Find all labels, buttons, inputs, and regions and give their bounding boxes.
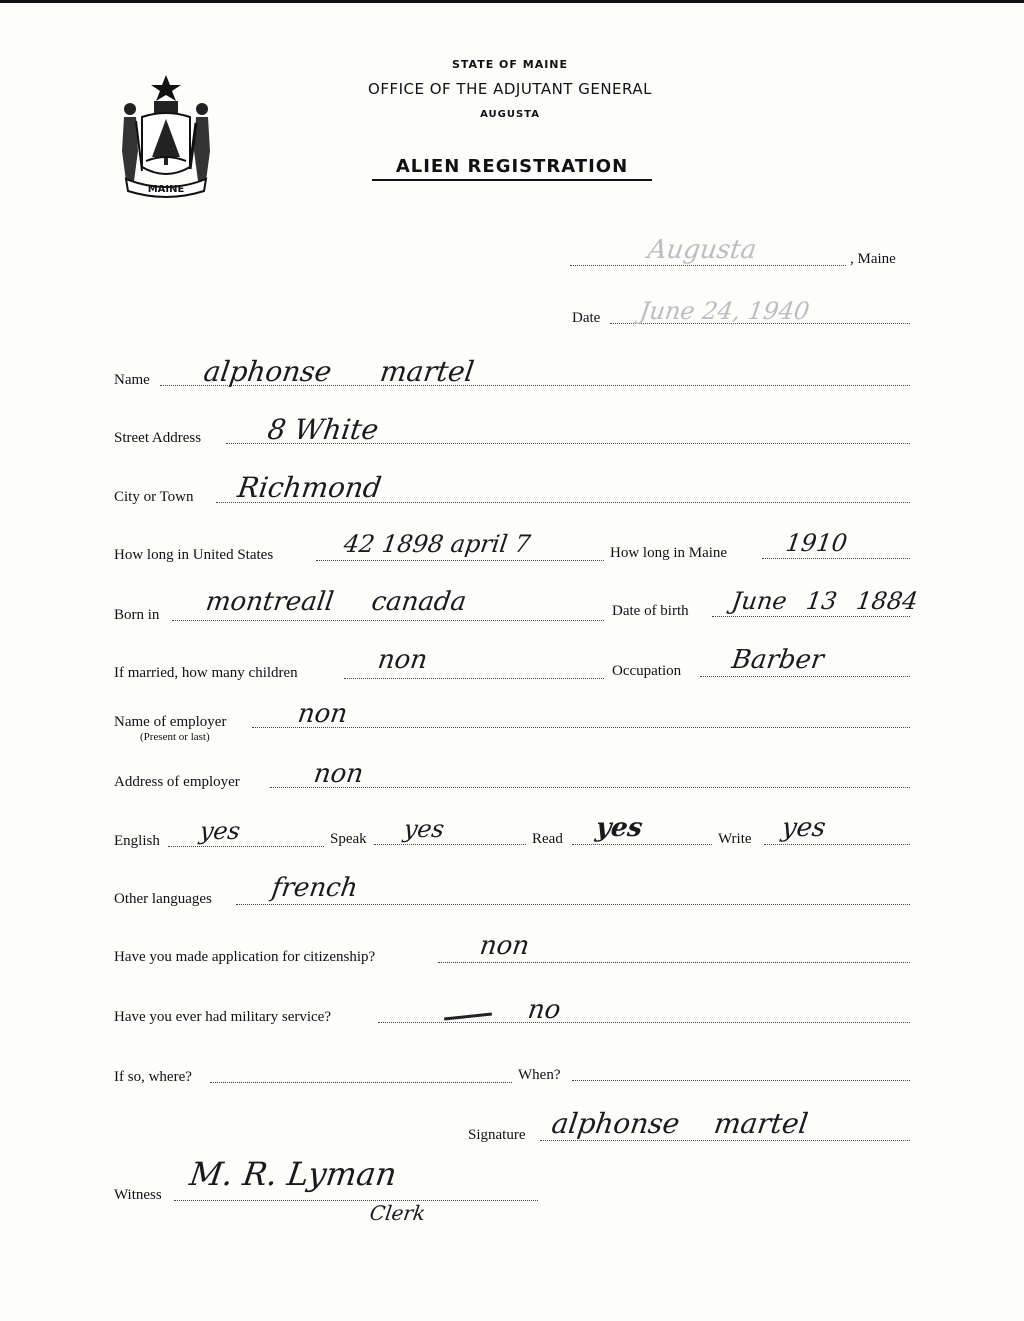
header-state: STATE OF MAINE: [451, 58, 569, 71]
dob-label: Date of birth: [612, 603, 689, 619]
other-languages-line: [236, 904, 910, 905]
employer-label: Name of employer: [114, 714, 227, 730]
where-label: If so, where?: [114, 1069, 192, 1085]
english-line: [168, 846, 324, 847]
speak-line: [374, 844, 526, 845]
witness-title: Clerk: [368, 1201, 427, 1225]
military-value[interactable]: no: [525, 995, 563, 1025]
street-label: Street Address: [114, 430, 202, 446]
when-line[interactable]: [572, 1080, 910, 1081]
form-title: ALIEN REGISTRATION: [372, 156, 652, 181]
speak-value[interactable]: yes: [402, 815, 447, 843]
signature-value[interactable]: alphonse martel: [549, 1107, 811, 1140]
write-line: [764, 844, 910, 845]
employer-value[interactable]: non: [295, 699, 350, 729]
military-line: [378, 1022, 910, 1023]
children-value[interactable]: non: [375, 645, 430, 675]
children-label: If married, how many children: [114, 665, 298, 681]
place-value[interactable]: Augusta: [645, 235, 759, 265]
city-label: City or Town: [114, 489, 194, 505]
write-label: Write: [718, 831, 752, 847]
signature-line: [540, 1140, 910, 1141]
children-line: [344, 678, 604, 679]
read-label: Read: [532, 831, 563, 847]
place-line: [570, 265, 846, 266]
us-time-value[interactable]: 42 1898 april 7: [342, 530, 533, 558]
maine-time-value[interactable]: 1910: [784, 529, 850, 557]
date-value[interactable]: June 24, 1940: [638, 297, 812, 325]
occupation-line: [700, 676, 910, 677]
date-label: Date: [572, 310, 601, 326]
place-suffix: , Maine: [850, 251, 896, 267]
witness-line: [174, 1200, 538, 1201]
employer-address-label: Address of employer: [114, 774, 240, 790]
dob-line: [712, 616, 910, 617]
employer-line: [252, 727, 910, 728]
born-in-value[interactable]: montreall canada: [203, 587, 469, 617]
us-time-label: How long in United States: [114, 547, 274, 563]
military-label: Have you ever had military service?: [114, 1009, 331, 1025]
street-value[interactable]: 8 White: [265, 413, 381, 446]
city-value[interactable]: Richmond: [235, 471, 384, 504]
occupation-value[interactable]: Barber: [729, 645, 826, 675]
witness-label: Witness: [114, 1187, 162, 1203]
speak-label: Speak: [330, 831, 367, 847]
maine-time-label: How long in Maine: [610, 545, 728, 561]
name-label: Name: [114, 372, 150, 388]
occupation-label: Occupation: [612, 663, 682, 679]
read-line: [572, 844, 712, 845]
english-label: English: [114, 833, 160, 849]
name-value[interactable]: alphonse martel: [201, 355, 477, 388]
read-value[interactable]: yes: [593, 813, 645, 843]
citizenship-line: [438, 962, 910, 963]
employer-sub-label: (Present or last): [140, 731, 210, 743]
when-label: When?: [518, 1067, 561, 1083]
us-time-line: [316, 560, 604, 561]
header-office: OFFICE OF THE ADJUTANT GENERAL: [368, 80, 652, 98]
witness-value[interactable]: M. R. Lyman: [187, 1155, 400, 1193]
born-in-line: [172, 620, 604, 621]
citizenship-value[interactable]: non: [477, 931, 532, 961]
seal-text: MAINE: [147, 184, 185, 195]
strikeout-mark: [444, 1012, 492, 1020]
other-languages-value[interactable]: french: [269, 873, 360, 903]
employer-address-line: [270, 787, 910, 788]
maine-time-line: [762, 558, 910, 559]
write-value[interactable]: yes: [779, 813, 828, 843]
citizenship-label: Have you made application for citizenship?: [114, 949, 376, 965]
other-languages-label: Other languages: [114, 891, 212, 907]
state-seal-icon: [112, 71, 220, 199]
dob-value[interactable]: June 13 1884: [730, 587, 920, 615]
born-in-label: Born in: [114, 607, 160, 623]
signature-label: Signature: [468, 1127, 526, 1143]
employer-address-value[interactable]: non: [311, 759, 366, 789]
header-city: AUGUSTA: [480, 109, 540, 120]
english-value[interactable]: yes: [198, 817, 243, 845]
where-line[interactable]: [210, 1082, 512, 1083]
